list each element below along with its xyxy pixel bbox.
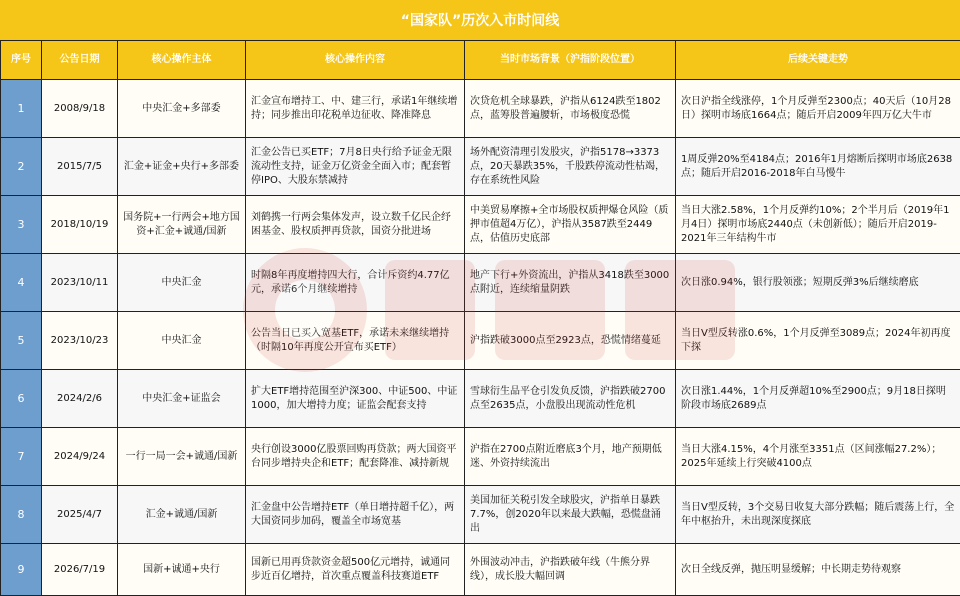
header-index: 序号: [1, 41, 42, 80]
row-after: 1周反弹20%至4184点；2016年1月熔断后探明市场底2638点；随后开启2016-2018年白马慢牛: [676, 138, 960, 196]
row-background: 外围波动冲击，沪指跌破年线（牛熊分界线），成长股大幅回调: [465, 544, 676, 596]
row-after: 次日涨1.44%，1个月反弹超10%至2900点；9月18日探明阶段市场底2689点: [676, 370, 960, 428]
row-date: 2026/7/19: [42, 544, 118, 596]
table-row: [1, 312, 960, 370]
row-index: 8: [1, 486, 42, 544]
row-date: 2015/7/5: [42, 138, 118, 196]
row-actor: 国务院+一行两会+地方国资+汇金+诚通/国新: [118, 196, 246, 254]
row-date: 2024/2/6: [42, 370, 118, 428]
row-action: 汇金盘中公告增持ETF（单日增持超千亿），两大国资同步加码，覆盖全市场宽基: [246, 486, 465, 544]
row-date: 2023/10/11: [42, 254, 118, 312]
row-date: 2018/10/19: [42, 196, 118, 254]
row-action: 汇金公告已买ETF；7月8日央行给予证金无限流动性支持，证金万亿资金全面入市；配套暂停IPO、大股东禁减持: [246, 138, 465, 196]
row-index: 9: [1, 544, 42, 596]
table-row: [1, 486, 960, 544]
row-date: 2008/9/18: [42, 80, 118, 138]
timeline-table: [0, 40, 960, 596]
row-date: 2023/10/23: [42, 312, 118, 370]
table-row: [1, 544, 960, 596]
row-index: 6: [1, 370, 42, 428]
table-row: [1, 80, 960, 138]
row-index: 7: [1, 428, 42, 486]
row-action: 国新已用再贷款资金超500亿元增持，诚通同步近百亿增持，首次重点覆盖科技赛道ETF: [246, 544, 465, 596]
row-index: 4: [1, 254, 42, 312]
row-after: 当日V型反转涨0.6%，1个月反弹至3089点；2024年初再度下探: [676, 312, 960, 370]
row-after: 次日涨0.94%，银行股领涨；短期反弹3%后继续磨底: [676, 254, 960, 312]
row-after: 次日沪指全线涨停，1个月反弹至2300点；40天后（10月28日）探明市场底1664点；随后开启2009年四万亿大牛市: [676, 80, 960, 138]
row-action: 公告当日已买入宽基ETF，承诺未来继续增持（时隔10年再度公开宣布买ETF）: [246, 312, 465, 370]
row-action: 刘鹤携一行两会集体发声，设立数千亿民企纾困基金、股权质押再贷款，国资分批进场: [246, 196, 465, 254]
row-actor: 中央汇金: [118, 312, 246, 370]
row-date: 2025/4/7: [42, 486, 118, 544]
row-background: 场外配资清理引发股灾，沪指5178→3373点，20天暴跌35%，千股跌停流动性枯竭，存在系统性风险: [465, 138, 676, 196]
row-actor: 汇金+诚通/国新: [118, 486, 246, 544]
row-background: 雪球衍生品平仓引发负反馈，沪指跌破2700点至2635点，小盘股出现流动性危机: [465, 370, 676, 428]
row-actor: 中央汇金+证监会: [118, 370, 246, 428]
row-actor: 中央汇金: [118, 254, 246, 312]
row-index: 2: [1, 138, 42, 196]
table-title: “国家队”历次入市时间线: [0, 0, 960, 40]
row-background: 美国加征关税引发全球股灾，沪指单日暴跌7.7%，创2020年以来最大跌幅，恐慌盘涌出: [465, 486, 676, 544]
row-background: 沪指在2700点附近磨底3个月，地产预期低迷、外资持续流出: [465, 428, 676, 486]
row-after: 当日大涨2.58%，1个月反弹约10%；2个半月后（2019年1月4日）探明市场底2440点（未创新低）；随后开启2019-2021年三年结构牛市: [676, 196, 960, 254]
row-index: 5: [1, 312, 42, 370]
table-row: [1, 138, 960, 196]
header-after: 后续关键走势: [676, 41, 960, 80]
header-row: [1, 41, 960, 80]
row-background: 次贷危机全球暴跌，沪指从6124跌至1802点，蓝筹股普遍腰斩，市场极度恐慌: [465, 80, 676, 138]
row-date: 2024/9/24: [42, 428, 118, 486]
row-after: 当日大涨4.15%，4个月涨至3351点（区间涨幅27.2%）；2025年延续上行突破4100点: [676, 428, 960, 486]
header-action: 核心操作内容: [246, 41, 465, 80]
row-actor: 一行一局一会+诚通/国新: [118, 428, 246, 486]
row-action: 扩大ETF增持范围至沪深300、中证500、中证1000，加大增持力度；证监会配套支持: [246, 370, 465, 428]
header-background: 当时市场背景（沪指阶段位置）: [465, 41, 676, 80]
row-actor: 国新+诚通+央行: [118, 544, 246, 596]
row-actor: 汇金+证金+央行+多部委: [118, 138, 246, 196]
row-background: 沪指跌破3000点至2923点，恐慌情绪蔓延: [465, 312, 676, 370]
table-row: [1, 370, 960, 428]
row-action: 汇金宣布增持工、中、建三行，承诺1年继续增持；同步推出印花税单边征收、降准降息: [246, 80, 465, 138]
row-index: 1: [1, 80, 42, 138]
row-action: 央行创设3000亿股票回购再贷款；两大国资平台同步增持央企和ETF；配套降准、减持新规: [246, 428, 465, 486]
table-row: [1, 196, 960, 254]
row-background: 地产下行+外资流出，沪指从3418跌至3000点附近，连续缩量阴跌: [465, 254, 676, 312]
table-row: [1, 254, 960, 312]
table-row: [1, 428, 960, 486]
row-background: 中美贸易摩擦+全市场股权质押爆仓风险（质押市值超4万亿），沪指从3587跌至2449点，估值历史底部: [465, 196, 676, 254]
row-after: 次日全线反弹，抛压明显缓解；中长期走势待观察: [676, 544, 960, 596]
header-date: 公告日期: [42, 41, 118, 80]
row-index: 3: [1, 196, 42, 254]
row-actor: 中央汇金+多部委: [118, 80, 246, 138]
row-after: 当日V型反转，3个交易日收复大部分跌幅；随后震荡上行，全年中枢抬升，未出现深度探底: [676, 486, 960, 544]
row-action: 时隔8年再度增持四大行，合计斥资约4.77亿元，承诺6个月继续增持: [246, 254, 465, 312]
header-actor: 核心操作主体: [118, 41, 246, 80]
